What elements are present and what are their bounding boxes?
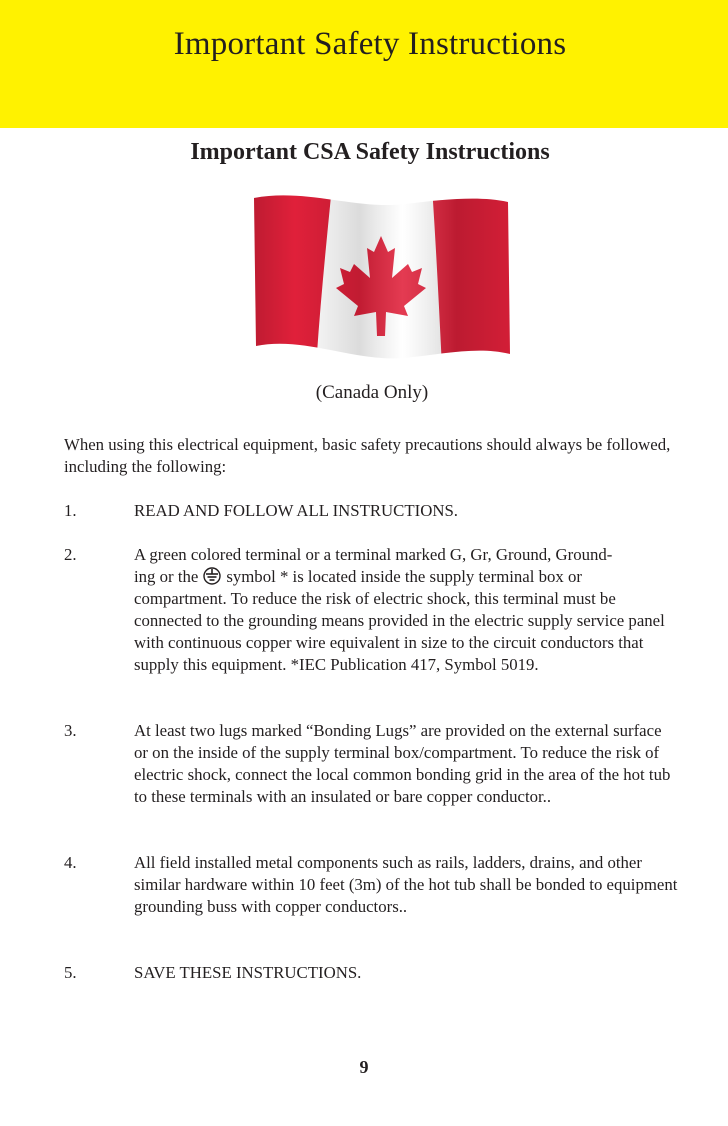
canada-flag-icon xyxy=(246,186,516,368)
instruction-fragment: ing or the xyxy=(134,567,199,586)
instruction-line: compartment. To reduce the risk of electric shock, this terminal must be connected to the grounding means provided in the electric supply service panel with continuous copper wire equivalent in size to the circuit conductors that supply this equipment. *IEC Publication 417, Symbol 5019. xyxy=(134,589,665,674)
instruction-number: 3. xyxy=(64,721,77,740)
instruction-text: READ AND FOLLOW ALL INSTRUCTIONS. xyxy=(134,501,458,520)
intro-paragraph: When using this electrical equipment, basic safety precautions should always be followed, including the following: xyxy=(64,435,671,476)
instruction-text: SAVE THESE INSTRUCTIONS. xyxy=(134,963,362,982)
region-note: (Canada Only) xyxy=(315,382,429,403)
section-title: Important CSA Safety Instructions xyxy=(190,139,550,165)
instruction-number: 2. xyxy=(64,545,77,564)
instruction-line: A green colored terminal or a terminal marked G, Gr, Ground, Ground- xyxy=(134,545,613,564)
header-band xyxy=(0,0,728,128)
instruction-text: All field installed metal components such as rails, ladders, drains, and other similar hardware within 10 feet (3m) of the hot tub shall be bonded to equipment grounding buss with copper conductors.. xyxy=(134,853,678,916)
page-number: 9 xyxy=(359,1057,369,1077)
instruction-fragment: symbol * is located inside the supply terminal box or xyxy=(226,567,582,586)
instruction-line xyxy=(134,566,679,588)
instruction-number: 1. xyxy=(64,501,77,520)
instruction-number: 4. xyxy=(64,853,77,872)
instruction-text: At least two lugs marked “Bonding Lugs” are provided on the external surface or on the inside of the supply terminal box/compartment. To reduce the risk of electric shock, connect the local common bonding grid in the area of the hot tub to these terminals with an insulated or bare copper conductor.. xyxy=(134,721,671,806)
instruction-text xyxy=(134,544,679,676)
page-title: Important Safety Instructions xyxy=(173,26,567,62)
ground-symbol-icon xyxy=(202,567,222,585)
instruction-number: 5. xyxy=(64,963,77,982)
